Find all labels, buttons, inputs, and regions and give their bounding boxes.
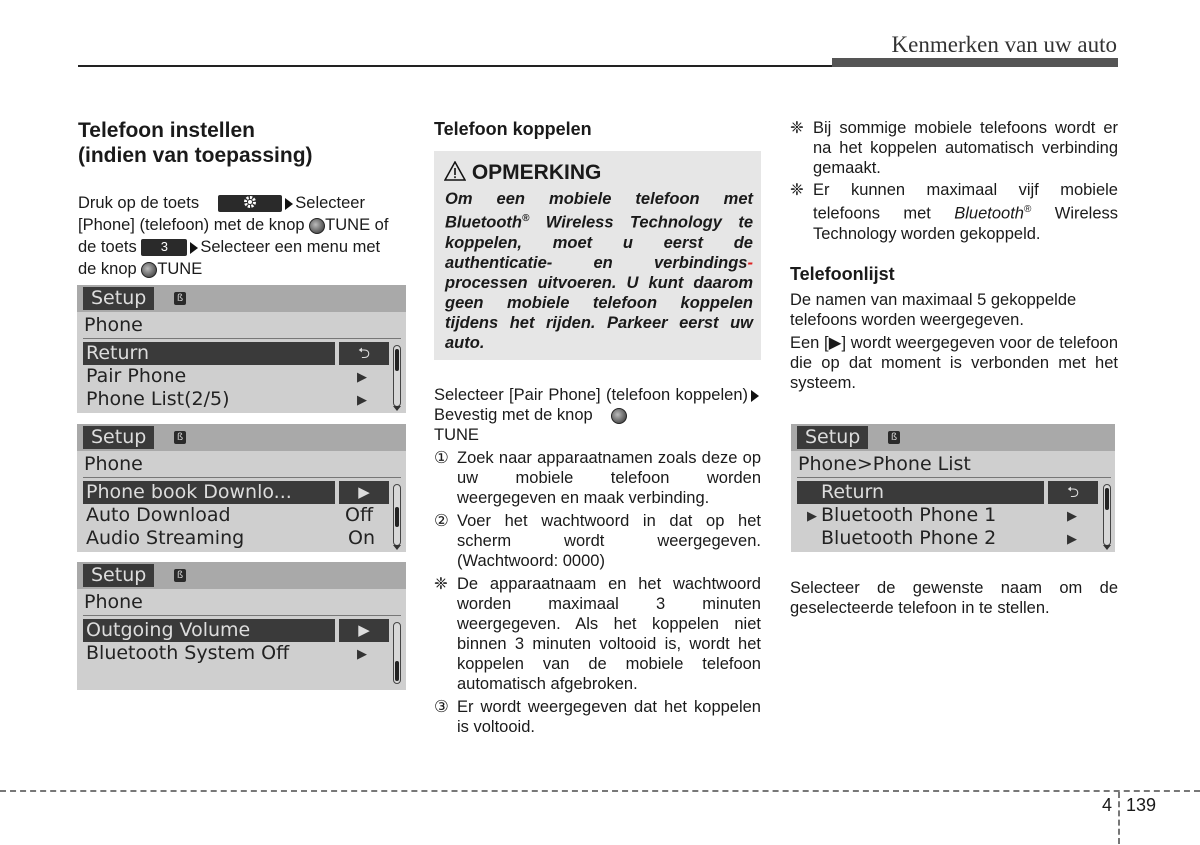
- menu-item-phonebook-download[interactable]: Phone book Downlo...: [83, 481, 335, 504]
- screen-tab: Setup: [83, 287, 154, 310]
- note-text-italic: Bluetooth: [954, 204, 1024, 223]
- text: TUNE of: [325, 216, 389, 234]
- divider: [83, 338, 401, 339]
- note-text: Wireless Technology worden gekoppeld.: [813, 204, 1118, 243]
- connected-indicator-icon: ▶: [807, 509, 817, 524]
- screen-tab: Setup: [83, 564, 154, 587]
- scroll-thumb[interactable]: [395, 661, 399, 681]
- divider: [83, 477, 401, 478]
- warning-icon: [444, 161, 466, 181]
- text: de toets: [78, 238, 137, 256]
- step-marker: ①: [434, 449, 449, 467]
- chevron-right-icon: ▶: [357, 370, 367, 385]
- chevron-right-icon: ▶: [357, 393, 367, 408]
- chevron-right-icon: ▶: [357, 647, 367, 662]
- scrollbar[interactable]: [393, 345, 401, 407]
- left-column: [78, 118, 406, 280]
- menu-item-bluetooth-system-off[interactable]: Bluetooth System Off: [86, 642, 290, 664]
- menu-item-phone-2[interactable]: Bluetooth Phone 2: [821, 527, 997, 549]
- bluetooth-icon: ß: [888, 431, 900, 444]
- note-marker: ❈: [434, 575, 448, 593]
- arrow-right-icon: [285, 198, 293, 210]
- scrollbar[interactable]: [393, 622, 401, 684]
- chevron-right-icon: ▶: [1067, 532, 1077, 547]
- text: Selecteer [Pair Phone] (telefoon koppelen): [434, 386, 748, 404]
- page-number: 139: [1125, 795, 1156, 815]
- return-button[interactable]: ⮌: [339, 342, 389, 365]
- note-item: [790, 118, 1118, 178]
- text: Wireless Technology te koppelen, moet u eerst de authenticatie- en verbindings: [445, 213, 753, 272]
- note-marker: ❈: [790, 181, 804, 199]
- scroll-down-icon: [393, 545, 401, 550]
- chevron-right-icon: ▶: [1067, 509, 1077, 524]
- menu-item-outgoing-volume[interactable]: Outgoing Volume: [83, 619, 335, 642]
- paragraph: Selecteer de gewenste naam om de geselecteerde telefoon in te stellen.: [790, 579, 1118, 617]
- tune-knob-icon: [611, 408, 627, 424]
- text: processen uitvoeren. U kunt daarom geen mobiele telefoon koppelen tijdens het rijden. Parkeer eerst uw auto.: [445, 273, 753, 352]
- screen-header: [77, 424, 406, 451]
- display-screen-3: [77, 562, 406, 690]
- hyphen: -: [747, 253, 753, 272]
- divider: [797, 477, 1111, 478]
- divider: [83, 615, 401, 616]
- menu-item-phone-1[interactable]: Bluetooth Phone 1: [821, 504, 997, 526]
- step-item: [434, 511, 761, 571]
- step-marker: ②: [434, 512, 449, 530]
- middle-body: [434, 385, 761, 737]
- screen-subtitle: Phone>Phone List: [798, 453, 971, 475]
- note-text: De apparaatnaam en het wachtwoord worden maximaal 3 minuten weergegeven. Als het koppelen niet binnen 3 minuten voltooid is, wordt het koppelen van de mobiele telefoon automatisch afgebroken.: [457, 575, 761, 693]
- screen-tab: Setup: [797, 426, 868, 449]
- menu-item-return[interactable]: Return: [83, 342, 335, 365]
- paragraph: Een [▶] wordt weergegeven voor de telefoon die op dat moment is verbonden met het systeem.: [790, 333, 1118, 392]
- screen-header: [791, 424, 1115, 451]
- screen-subtitle: Phone: [84, 453, 143, 475]
- screen-header: [77, 285, 406, 312]
- menu-item-audio-streaming[interactable]: Audio Streaming: [86, 527, 245, 549]
- notice-title: [444, 161, 601, 185]
- registered-mark: ®: [1023, 204, 1032, 215]
- section-heading: Telefoon koppelen: [434, 119, 592, 139]
- scrollbar[interactable]: [393, 484, 401, 546]
- scroll-down-icon: [1103, 545, 1111, 550]
- arrow-right-icon: [751, 390, 759, 402]
- instruction-paragraph: [78, 192, 406, 280]
- step-text: Er wordt weergegeven dat het koppelen is voltooid.: [457, 698, 761, 736]
- text: TUNE: [434, 426, 479, 444]
- registered-mark: ®: [521, 213, 530, 224]
- step-item: [434, 448, 761, 508]
- heading-line-1: Telefoon instellen: [78, 119, 255, 142]
- screen-header: [77, 562, 406, 589]
- scroll-thumb[interactable]: [395, 349, 399, 371]
- heading-line-2: (indien van toepassing): [78, 144, 313, 167]
- notice-box: [434, 151, 761, 360]
- setup-key: [218, 195, 282, 212]
- section-heading: [78, 118, 406, 168]
- text: Druk op de toets: [78, 194, 200, 212]
- menu-item-auto-download[interactable]: Auto Download: [86, 504, 231, 526]
- text: Selecteer een menu met: [200, 238, 381, 256]
- setting-value: On: [348, 527, 375, 549]
- right-column: [790, 118, 1118, 393]
- notice-text: [445, 189, 753, 353]
- note-text: Er kunnen maximaal vijf mobiele telefoons met: [813, 181, 1118, 223]
- text: Selecteer: [295, 194, 365, 212]
- tune-knob-icon: [141, 262, 157, 278]
- key-3: 3: [141, 239, 187, 256]
- display-screen-4: [791, 424, 1115, 552]
- section-heading: Telefoonlijst: [790, 263, 895, 284]
- enter-button[interactable]: ▶: [339, 619, 389, 642]
- note-item: [434, 574, 761, 694]
- scroll-thumb[interactable]: [1105, 488, 1109, 510]
- footer-rule: [0, 790, 1200, 792]
- note-item: [790, 180, 1118, 244]
- display-screen-1: [77, 285, 406, 413]
- bluetooth-icon: ß: [174, 431, 186, 444]
- bluetooth-icon: ß: [174, 292, 186, 305]
- scroll-thumb[interactable]: [395, 507, 399, 527]
- text: TUNE: [157, 260, 203, 278]
- step-text: Zoek naar apparaatnamen zoals deze op uw mobiele telefoon worden weergegeven en maak verbinding.: [457, 449, 761, 507]
- bluetooth-icon: ß: [174, 569, 186, 582]
- instruction-paragraph: [434, 385, 761, 445]
- text: [Phone] (telefoon) met de knop: [78, 216, 305, 234]
- tune-knob-icon: [309, 218, 325, 234]
- screen-subtitle: Phone: [84, 591, 143, 613]
- footer-divider: [1118, 792, 1120, 844]
- menu-item-phone-list[interactable]: Phone List(2/5): [86, 388, 230, 410]
- display-screen-2: [77, 424, 406, 552]
- setting-value: Off: [345, 504, 374, 526]
- enter-button[interactable]: ▶: [339, 481, 389, 504]
- step-text: Voer het wachtwoord in dat op het scherm wordt weergegeven. (Wachtwoord: 0000): [457, 512, 761, 570]
- text: Om een mobiele telefoon met Bluetooth: [445, 190, 753, 232]
- note-text: Bij sommige mobiele telefoons wordt er na het koppelen automatisch verbinding gemaakt.: [813, 119, 1118, 177]
- menu-item-pair-phone[interactable]: Pair Phone: [86, 365, 187, 387]
- text: Bevestig met de knop: [434, 406, 593, 424]
- running-header: Kenmerken van uw auto: [891, 32, 1117, 57]
- step-marker: ③: [434, 698, 449, 716]
- menu-item-return[interactable]: Return: [797, 481, 1044, 504]
- gear-icon: [243, 195, 257, 209]
- scroll-down-icon: [393, 406, 401, 411]
- screen-tab: Setup: [83, 426, 154, 449]
- arrow-right-icon: [190, 242, 198, 254]
- screen-subtitle: Phone: [84, 314, 143, 336]
- notice-title-text: OPMERKING: [471, 161, 602, 184]
- text: de knop: [78, 260, 137, 278]
- step-item: [434, 697, 761, 737]
- note-marker: ❈: [790, 119, 804, 137]
- scrollbar[interactable]: [1103, 484, 1111, 546]
- return-button[interactable]: ⮌: [1048, 481, 1098, 504]
- chapter-number: 4: [1102, 795, 1113, 815]
- header-rule-accent: [832, 58, 1118, 67]
- paragraph: De namen van maximaal 5 gekoppelde telefoons worden weergegeven.: [790, 290, 1077, 329]
